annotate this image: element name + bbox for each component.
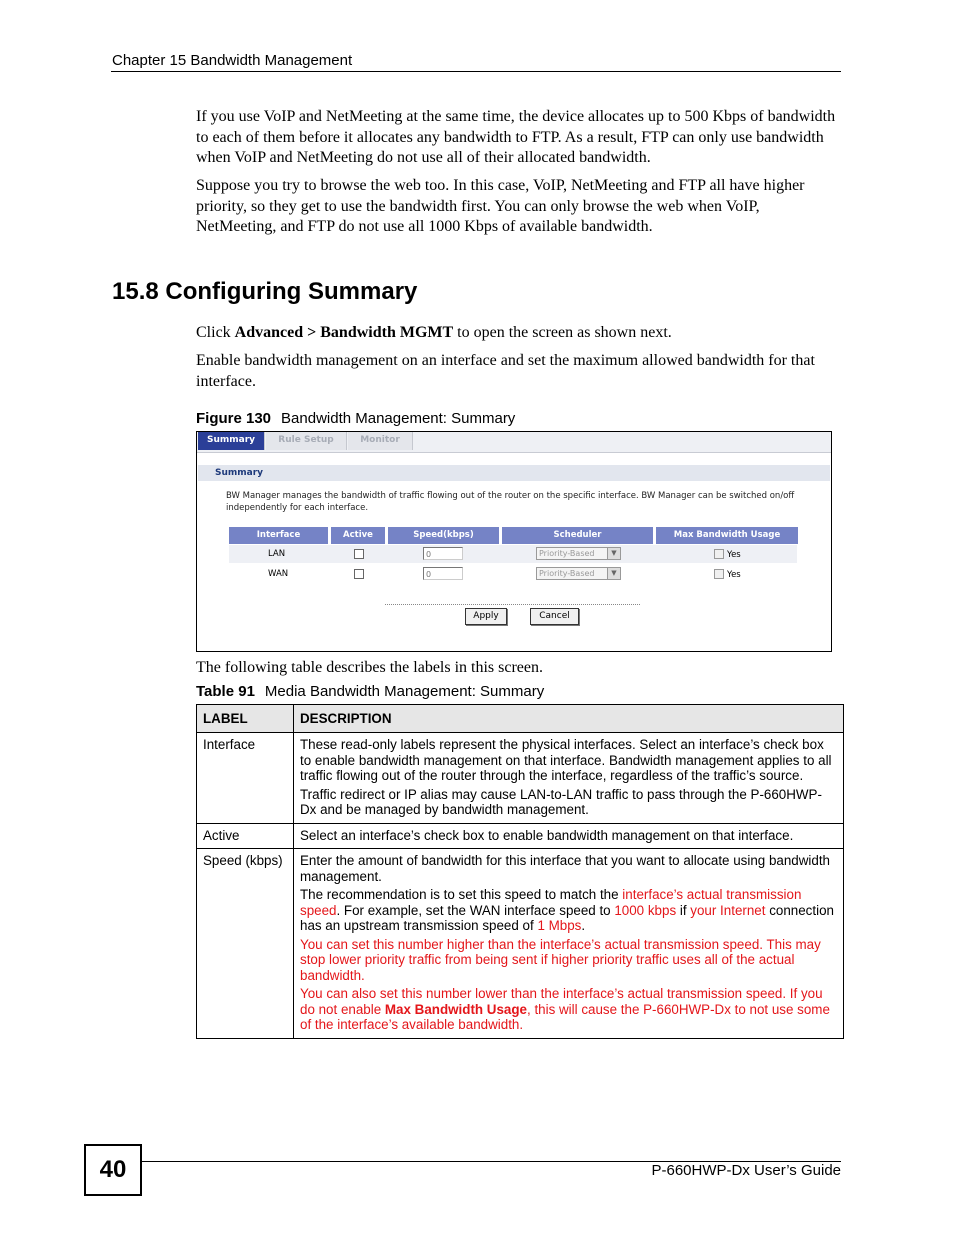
tab-summary[interactable]: Summary [198, 432, 265, 450]
body-paragraph: If you use VoIP and NetMeeting at the same time, the device allocates up to 500 Kbps of bandwidth to each of them before it allocates any bandwidth to FTP. As a result, FTP can only use bandwidth when VoIP and NetMeeting do not use all of their allocated bandwidth. [196, 108, 836, 166]
row-label: Interface [197, 733, 294, 824]
table-caption [196, 683, 544, 700]
description-text: Traffic redirect or IP alias may cause LAN-to-LAN traffic to pass through the P-660HWP-Dx and be managed by bandwidth management. [300, 786, 822, 817]
text-run: The recommendation is to set this speed to match the [300, 887, 623, 902]
text-run: . [581, 918, 586, 933]
footer-guide-title: P-660HWP-Dx User’s Guide [651, 1162, 841, 1179]
highlighted-text: your Internet [690, 902, 766, 918]
active-checkbox[interactable] [354, 549, 364, 559]
figure-caption [196, 410, 515, 427]
yes-label: Yes [727, 570, 741, 580]
scheduler-value: Priority-Based [539, 549, 595, 558]
tab-monitor[interactable]: Monitor [348, 432, 413, 450]
table-row [197, 849, 844, 1039]
highlighted-text: 1 Mbps [537, 918, 582, 933]
interface-label: WAN [268, 569, 289, 579]
header-label: LABEL [197, 705, 294, 733]
column-header-max-bandwidth: Max Bandwidth Usage [656, 527, 798, 544]
speed-input[interactable]: 0 [423, 547, 463, 560]
highlighted-text: 1000 kbps [614, 902, 677, 918]
panel-title: Summary [198, 465, 830, 481]
scheduler-select[interactable] [536, 567, 621, 580]
body-paragraph: Enable bandwidth management on an interface and set the maximum allowed bandwidth for that interface. [196, 352, 815, 390]
section-heading: 15.8 Configuring Summary [112, 278, 418, 305]
text-run: . For example, set the WAN interface speed to [336, 902, 615, 918]
label-description-table [196, 704, 844, 1039]
header-description: DESCRIPTION [294, 705, 844, 733]
header-rule [111, 71, 841, 72]
text-run: Click [196, 324, 235, 341]
column-header-active: Active [331, 527, 385, 544]
tab-rule-setup[interactable]: Rule Setup [266, 432, 347, 450]
body-paragraph: The following table describes the labels in this screen. [196, 659, 544, 676]
column-header-scheduler: Scheduler [502, 527, 653, 544]
highlighted-text: interface’s actual transmission speed [300, 887, 802, 918]
apply-button[interactable]: Apply [465, 608, 507, 625]
cancel-button[interactable]: Cancel [530, 608, 579, 625]
table-title: Media Bandwidth Management: Summary [264, 683, 545, 700]
dotted-separator [385, 604, 640, 605]
speed-input[interactable]: 0 [423, 567, 463, 580]
yes-label: Yes [727, 550, 741, 560]
bandwidth-summary-screenshot [196, 431, 832, 652]
table-row [197, 733, 844, 824]
body-paragraph [196, 323, 841, 344]
column-header-speed: Speed(kbps) [388, 527, 499, 544]
interface-label: LAN [268, 549, 286, 559]
row-description [294, 733, 844, 824]
max-usage-checkbox[interactable] [714, 569, 724, 579]
description-text: Enter the amount of bandwidth for this interface that you want to allocate using bandwidth management. [300, 853, 831, 884]
figure-title: Bandwidth Management: Summary [281, 410, 516, 427]
text-run: You can also set this number lower than the interface’s actual transmission speed. If you do not enable [300, 986, 823, 1017]
column-header-interface: Interface [229, 527, 328, 544]
scheduler-select[interactable] [536, 547, 621, 560]
table-row [229, 545, 797, 563]
row-label: Active [197, 823, 294, 849]
scheduler-value: Priority-Based [539, 569, 595, 578]
tab-strip [197, 432, 831, 453]
menu-path: Advanced > Bandwidth MGMT [234, 324, 454, 341]
row-description [294, 823, 844, 849]
row-description [294, 849, 844, 1039]
description-text: Select an interface’s check box to enable bandwidth management on that interface. [300, 827, 794, 843]
active-checkbox[interactable] [354, 569, 364, 579]
row-label: Speed (kbps) [197, 849, 294, 1039]
text-run: , this will cause the P-660HWP-Dx to not use some of the interface’s available bandwidth. [300, 1001, 830, 1032]
max-usage-checkbox[interactable] [714, 549, 724, 559]
chevron-down-icon: ▼ [607, 548, 620, 559]
table-number: Table 91 [196, 683, 255, 700]
table-row [229, 565, 797, 583]
description-text [300, 986, 837, 1033]
table-header-row [197, 705, 844, 733]
text-run: if [676, 902, 691, 918]
figure-number: Figure 130 [196, 410, 272, 427]
body-paragraph: Suppose you try to browse the web too. In this case, VoIP, NetMeeting and FTP all have higher priority, so they get to use the bandwidth first. You can only browse the web when VoIP, NetMeeting, and FTP do not use all 1000 Kbps of available bandwidth. [196, 177, 805, 235]
text-run: connection has an upstream transmission speed of [300, 902, 834, 933]
panel-description: BW Manager manages the bandwidth of traffic flowing out of the router on the specific interface. BW Manager can be switched on/off independently for each interface. [226, 491, 795, 513]
running-header: Chapter 15 Bandwidth Management [112, 52, 353, 69]
description-text [300, 887, 837, 934]
page-number: 40 [84, 1144, 142, 1196]
bold-term: Max Bandwidth Usage [384, 1001, 528, 1017]
description-text: These read-only labels represent the physical interfaces. Select an interface’s check box to enable bandwidth management on that interface. Bandwidth management applies to all traffic flowing out of the router through the interface, regardless of the traffic’s source. [300, 737, 832, 783]
text-run: to open the screen as shown next. [453, 324, 672, 341]
chevron-down-icon: ▼ [607, 568, 620, 579]
table-row [197, 823, 844, 849]
description-text: You can set this number higher than the interface’s actual transmission speed. This may stop lower priority traffic from being sent if higher priority traffic uses all of the actual bandwidth. [300, 936, 821, 983]
